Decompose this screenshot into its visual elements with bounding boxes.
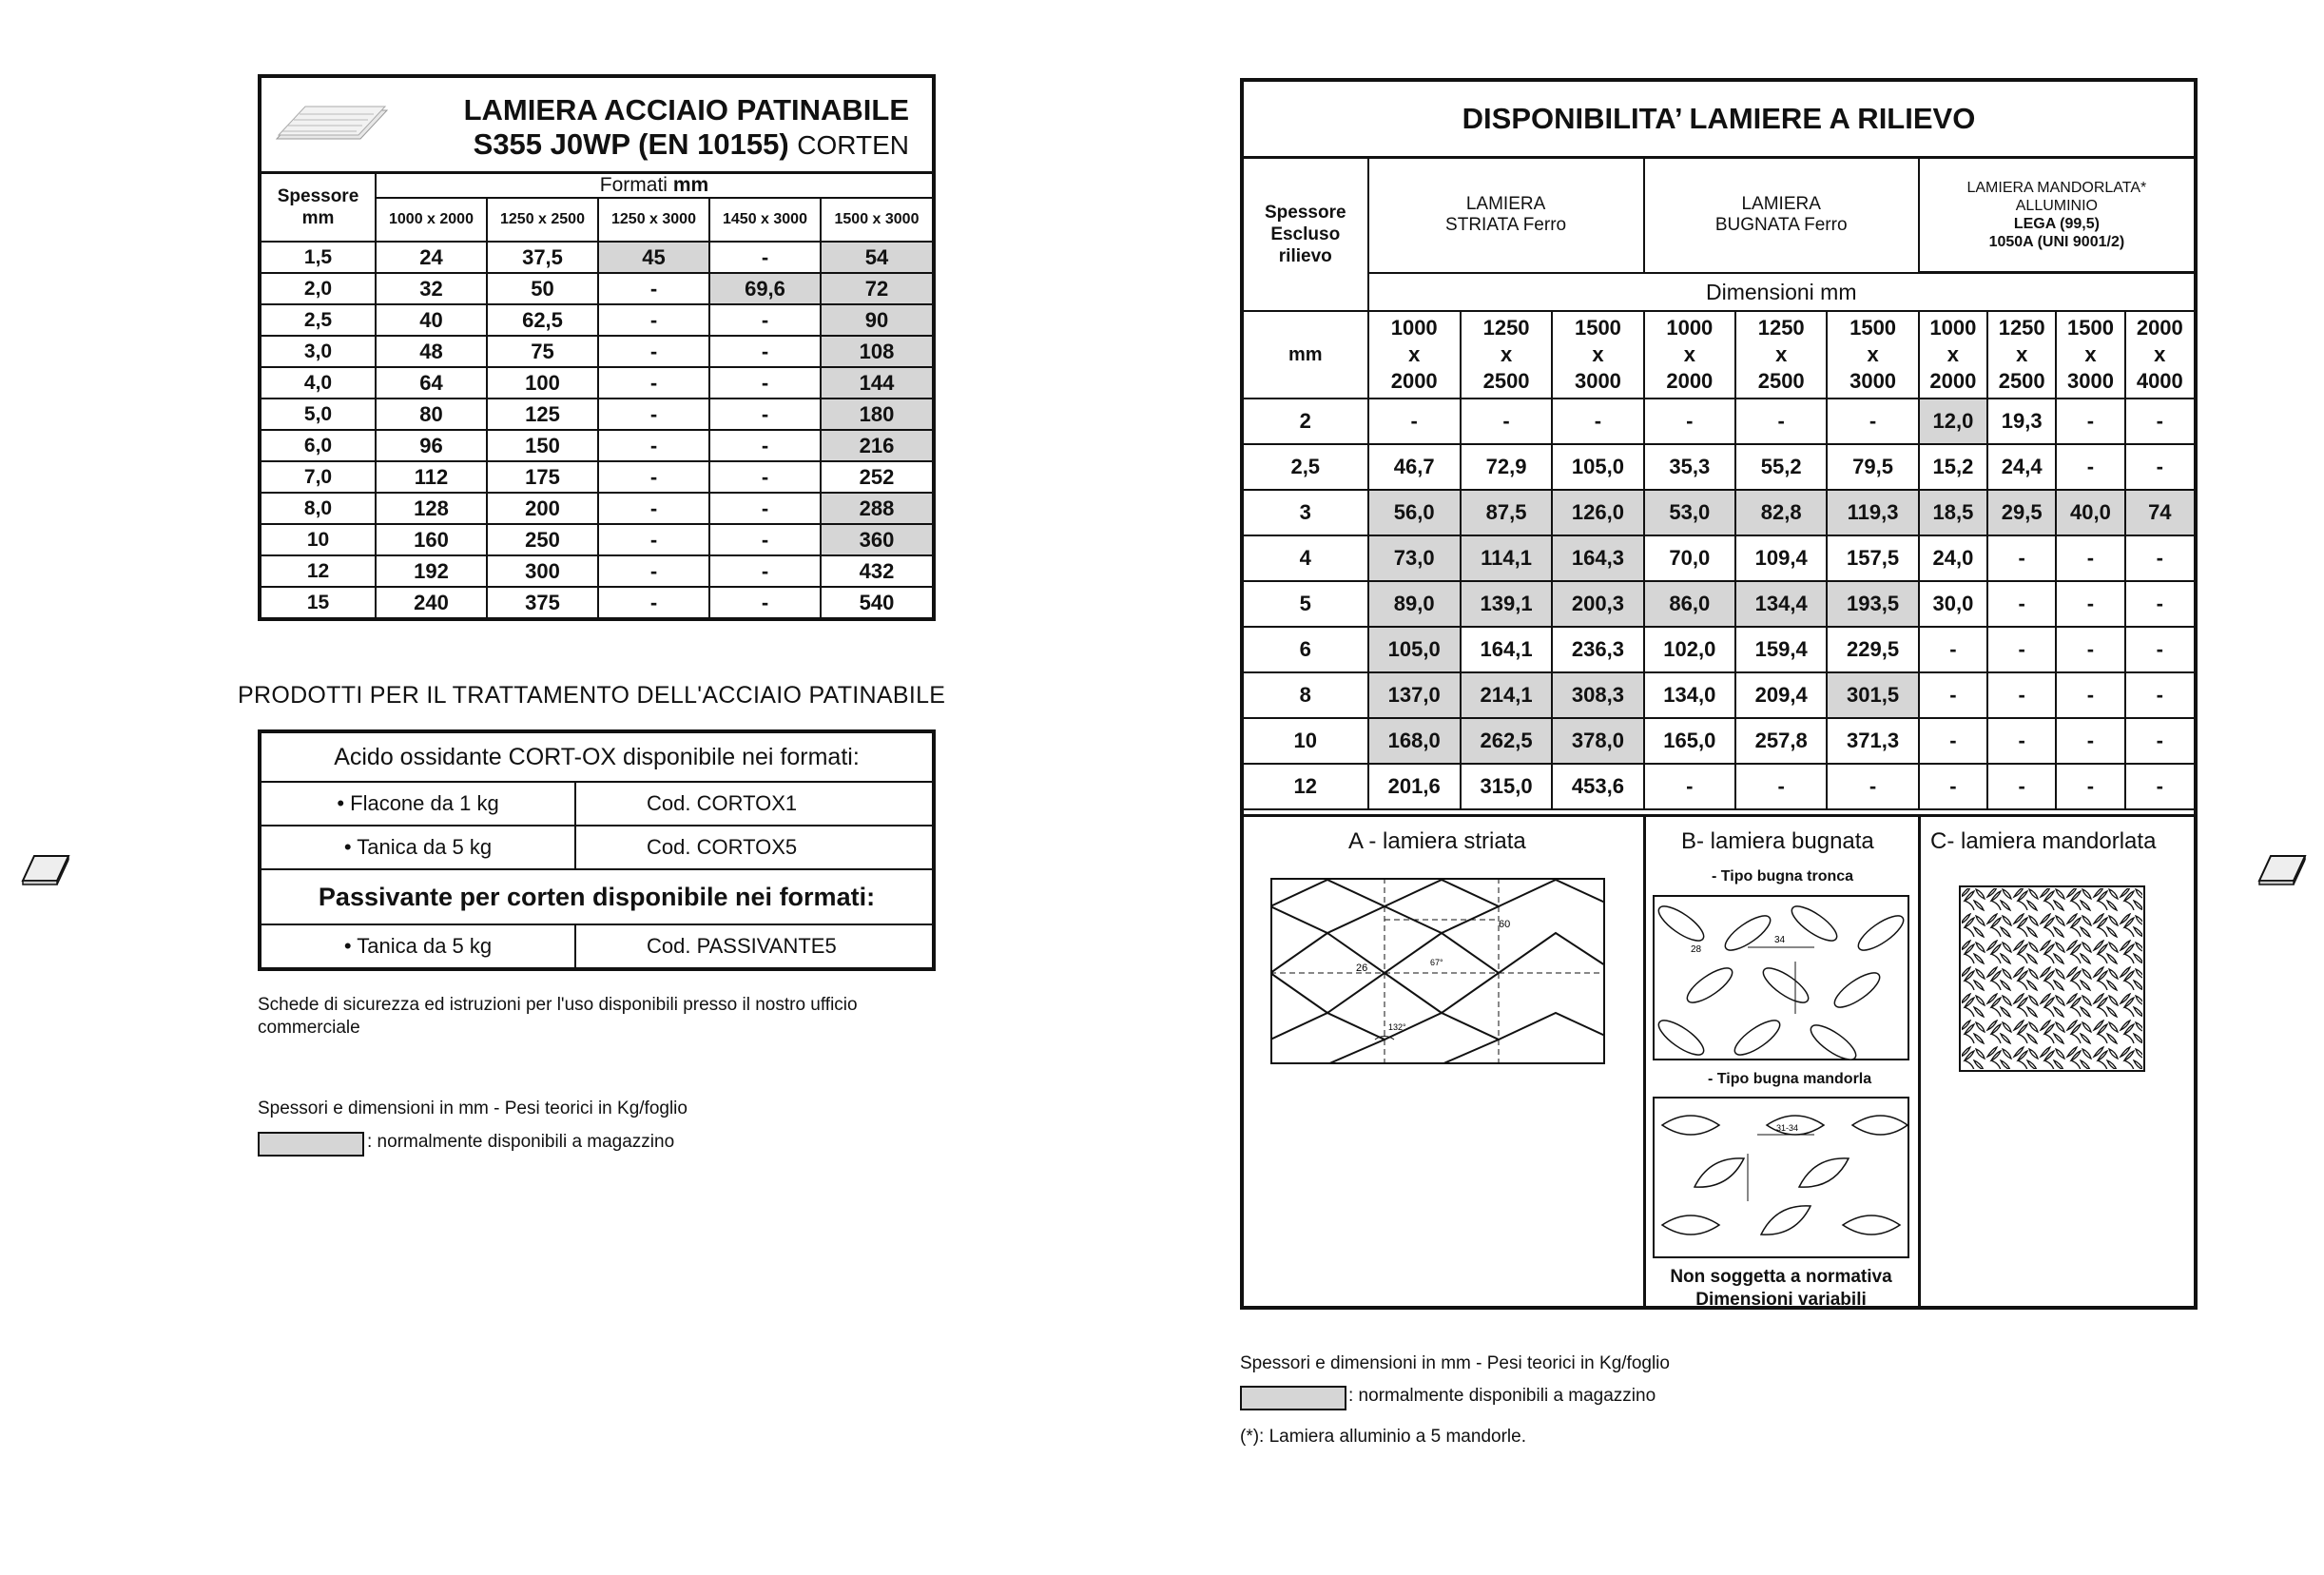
relief-thickness-cell: 5 (1244, 581, 1368, 627)
size-header-8: 1250 x 2500 (1987, 311, 2056, 399)
corten-weight-cell: 90 (821, 304, 932, 336)
size-header-6: 1500 x 3000 (1827, 311, 1918, 399)
relief-weight-cell: 229,5 (1827, 627, 1918, 672)
relief-thickness-cell: 6 (1244, 627, 1368, 672)
formats-header: Formati mm (376, 174, 932, 198)
pattern-divider-2 (1918, 817, 1921, 1309)
corten-weight-cell: - (709, 336, 821, 367)
products-table-block (258, 729, 936, 971)
relief-weight-cell: 236,3 (1552, 627, 1643, 672)
corten-weight-cell: 540 (821, 587, 932, 617)
corten-row (261, 304, 932, 336)
corten-weight-cell: - (709, 493, 821, 524)
relief-weight-cell: 453,6 (1552, 764, 1643, 809)
stock-legend-swatch-right (1240, 1386, 1346, 1410)
corten-row (261, 524, 932, 555)
size-header-1: 1000 x 2000 (1368, 311, 1461, 399)
relief-row (1244, 535, 2194, 581)
relief-row (1244, 718, 2194, 764)
group-mandorlata-header: LAMIERA MANDORLATA* ALLUMINIO LEGA (99,5) 1050A (UNI 9001/2) (1919, 159, 2194, 273)
relief-weight-cell: - (2125, 718, 2194, 764)
corten-weight-cell: 252 (821, 461, 932, 493)
corten-weight-cell: - (709, 587, 821, 617)
relief-weight-cell: - (1987, 535, 2056, 581)
corten-row (261, 273, 932, 304)
relief-row (1244, 490, 2194, 535)
corten-row (261, 430, 932, 461)
relief-weight-cell: 24,4 (1987, 444, 2056, 490)
relief-thickness-cell: 12 (1244, 764, 1368, 809)
relief-weight-cell: - (2125, 627, 2194, 672)
size-header-3: 1500 x 3000 (1552, 311, 1643, 399)
corten-weights-table (261, 174, 932, 617)
relief-row (1244, 399, 2194, 444)
passivant-heading: Passivante per corten disponibile nei formati: (261, 869, 932, 924)
corten-weight-cell: - (709, 461, 821, 493)
corten-weight-cell: 24 (376, 242, 487, 273)
relief-thickness-cell: 2,5 (1244, 444, 1368, 490)
relief-thickness-cell: 4 (1244, 535, 1368, 581)
relief-weight-cell: 24,0 (1919, 535, 1987, 581)
relief-weight-cell: 137,0 (1368, 672, 1461, 718)
relief-weight-cell: 315,0 (1461, 764, 1552, 809)
pattern-b-sub-tronca: - Tipo bugna tronca (1712, 868, 1854, 885)
corten-thickness-cell: 2,0 (261, 273, 376, 304)
corten-thickness-cell: 5,0 (261, 399, 376, 430)
relief-weight-cell: 46,7 (1368, 444, 1461, 490)
relief-weight-cell: 70,0 (1644, 535, 1735, 581)
relief-weight-cell: 201,6 (1368, 764, 1461, 809)
relief-weight-cell: - (2125, 672, 2194, 718)
relief-weight-cell: 301,5 (1827, 672, 1918, 718)
relief-thickness-cell: 10 (1244, 718, 1368, 764)
relief-weight-cell: 157,5 (1827, 535, 1918, 581)
relief-weight-cell: 72,9 (1461, 444, 1552, 490)
corten-weight-cell: - (598, 304, 709, 336)
relief-weight-cell: 119,3 (1827, 490, 1918, 535)
corten-weight-cell: 200 (487, 493, 598, 524)
relief-weight-cell: 30,0 (1919, 581, 1987, 627)
passivant-code-1: Cod. PASSIVANTE5 (575, 924, 932, 967)
corten-row (261, 399, 932, 430)
pattern-c-title: C- lamiera mandorlata (1930, 828, 2157, 854)
relief-weight-cell: 164,1 (1461, 627, 1552, 672)
relief-weight-cell: - (2125, 444, 2194, 490)
corten-weight-cell: - (598, 336, 709, 367)
corten-weight-cell: 108 (821, 336, 932, 367)
corten-weight-cell: 250 (487, 524, 598, 555)
group-striata-header: LAMIERA STRIATA Ferro (1368, 159, 1644, 273)
corten-weight-cell: 69,6 (709, 273, 821, 304)
relief-weight-cell: 35,3 (1644, 444, 1735, 490)
relief-weight-cell: - (2056, 627, 2124, 672)
svg-text:132°: 132° (1388, 1022, 1406, 1032)
corten-weight-cell: - (598, 461, 709, 493)
corten-weight-cell: 54 (821, 242, 932, 273)
corten-weight-cell: 125 (487, 399, 598, 430)
corten-weight-cell: - (598, 399, 709, 430)
relief-weight-cell: - (2056, 399, 2124, 444)
relief-weight-cell: 74 (2125, 490, 2194, 535)
corten-weight-cell: - (598, 524, 709, 555)
relief-weight-cell: 18,5 (1919, 490, 1987, 535)
size-header-2: 1250 x 2500 (1461, 311, 1552, 399)
passivant-format-1: • Tanica da 5 kg (261, 924, 575, 967)
corten-thickness-cell: 12 (261, 555, 376, 587)
relief-row (1244, 672, 2194, 718)
size-header-10: 2000 x 4000 (2125, 311, 2194, 399)
relief-weight-cell: - (1987, 672, 2056, 718)
corten-weight-cell: 40 (376, 304, 487, 336)
relief-weight-cell: 371,3 (1827, 718, 1918, 764)
stock-legend-swatch-left (258, 1132, 364, 1157)
corten-weight-cell: - (598, 430, 709, 461)
relief-weight-cell: 89,0 (1368, 581, 1461, 627)
relief-weight-cell: - (2125, 535, 2194, 581)
aluminium-footnote: (*): Lamiera alluminio a 5 mandorle. (1240, 1427, 1526, 1447)
corten-thickness-cell: 3,0 (261, 336, 376, 367)
corten-weight-cell: - (598, 555, 709, 587)
relief-weight-cell: 15,2 (1919, 444, 1987, 490)
corten-weight-cell: 192 (376, 555, 487, 587)
corten-row (261, 493, 932, 524)
acid-heading: Acido ossidante CORT-OX disponibile nei formati: (261, 733, 932, 782)
relief-weights-table (1244, 159, 2194, 810)
corten-weight-cell: - (709, 555, 821, 587)
corten-weight-cell: 180 (821, 399, 932, 430)
corten-weight-cell: 175 (487, 461, 598, 493)
corten-weight-cell: 62,5 (487, 304, 598, 336)
dimensions-header: Dimensioni mm (1368, 273, 2194, 312)
corten-thickness-cell: 15 (261, 587, 376, 617)
corten-weight-cell: 128 (376, 493, 487, 524)
corten-weight-cell: 32 (376, 273, 487, 304)
corten-weight-cell: 48 (376, 336, 487, 367)
relief-weight-cell: 164,3 (1552, 535, 1643, 581)
products-section-title: PRODOTTI PER IL TRATTAMENTO DELL'ACCIAIO PATINABILE (238, 682, 946, 709)
corten-thickness-cell: 10 (261, 524, 376, 555)
relief-weight-cell: 87,5 (1461, 490, 1552, 535)
relief-weight-cell: - (2125, 764, 2194, 809)
corten-thickness-cell: 8,0 (261, 493, 376, 524)
corten-weight-cell: - (598, 367, 709, 399)
stock-legend-text-left: : normalmente disponibili a magazzino (367, 1132, 675, 1152)
relief-weight-cell: 105,0 (1368, 627, 1461, 672)
relief-weight-cell: - (1987, 764, 2056, 809)
sheet-stack-icon-right (2257, 848, 2307, 888)
relief-weight-cell: - (2056, 444, 2124, 490)
pattern-b-sub-mandorla: - Tipo bugna mandorla (1708, 1071, 1872, 1087)
size-header-7: 1000 x 2000 (1919, 311, 1987, 399)
relief-weight-cell: - (1827, 399, 1918, 444)
relief-unit-label: mm (1244, 311, 1368, 399)
corten-header (261, 78, 932, 174)
svg-text:60: 60 (1499, 919, 1511, 930)
svg-text:67°: 67° (1430, 958, 1443, 967)
corten-weight-cell: 288 (821, 493, 932, 524)
relief-weight-cell: 53,0 (1644, 490, 1735, 535)
relief-weight-cell: 102,0 (1644, 627, 1735, 672)
acid-format-2: • Tanica da 5 kg (261, 826, 575, 869)
corten-table-block (258, 74, 936, 621)
relief-weight-cell: 109,4 (1735, 535, 1827, 581)
relief-weight-cell: 56,0 (1368, 490, 1461, 535)
relief-thickness-cell: 3 (1244, 490, 1368, 535)
relief-weight-cell: 214,1 (1461, 672, 1552, 718)
corten-row (261, 367, 932, 399)
corten-weight-cell: 112 (376, 461, 487, 493)
relief-weight-cell: - (1644, 764, 1735, 809)
relief-weight-cell: - (1987, 581, 2056, 627)
striata-pattern-diagram (1270, 878, 1605, 1064)
relief-weight-cell: 193,5 (1827, 581, 1918, 627)
corten-thickness-cell: 4,0 (261, 367, 376, 399)
relief-weight-cell: - (2056, 535, 2124, 581)
relief-weight-cell: 12,0 (1919, 399, 1987, 444)
relief-weight-cell: - (2056, 764, 2124, 809)
products-table (261, 733, 932, 967)
thickness-header: Spessore mm (261, 174, 376, 242)
relief-patterns (1244, 814, 2194, 1309)
relief-weight-cell: - (1735, 764, 1827, 809)
relief-weight-cell: 79,5 (1827, 444, 1918, 490)
relief-sheets-block (1240, 78, 2198, 1310)
relief-row (1244, 627, 2194, 672)
relief-thickness-cell: 8 (1244, 672, 1368, 718)
relief-weight-cell: - (1987, 627, 2056, 672)
svg-text:26: 26 (1356, 962, 1368, 974)
size-header-4: 1000 x 2000 (1644, 311, 1735, 399)
pattern-divider-1 (1643, 817, 1646, 1309)
corten-weight-cell: 300 (487, 555, 598, 587)
relief-weight-cell: - (1735, 399, 1827, 444)
corten-weight-cell: 240 (376, 587, 487, 617)
corten-suffix: CORTEN (797, 130, 909, 160)
format-header-5: 1500 x 3000 (821, 198, 932, 242)
relief-weight-cell: - (2056, 672, 2124, 718)
relief-weight-cell: - (1368, 399, 1461, 444)
corten-thickness-cell: 7,0 (261, 461, 376, 493)
relief-weight-cell: - (1919, 627, 1987, 672)
corten-weight-cell: - (709, 524, 821, 555)
relief-row (1244, 444, 2194, 490)
corten-weight-cell: 144 (821, 367, 932, 399)
relief-weight-cell: - (2056, 581, 2124, 627)
relief-title: DISPONIBILITA’ LAMIERE A RILIEVO (1244, 82, 2194, 159)
relief-weight-cell: 114,1 (1461, 535, 1552, 581)
relief-weight-cell: 209,4 (1735, 672, 1827, 718)
corten-weight-cell: 64 (376, 367, 487, 399)
corten-row (261, 587, 932, 617)
relief-weight-cell: 200,3 (1552, 581, 1643, 627)
bugna-tronca-diagram (1653, 895, 1909, 1060)
relief-weight-cell: 105,0 (1552, 444, 1643, 490)
corten-weight-cell: 75 (487, 336, 598, 367)
corten-grade: S355 J0WP (EN 10155) (473, 127, 789, 161)
svg-text:34: 34 (1774, 935, 1786, 945)
relief-weight-cell: 262,5 (1461, 718, 1552, 764)
corten-weight-cell: 45 (598, 242, 709, 273)
relief-weight-cell: - (1461, 399, 1552, 444)
corten-weight-cell: - (709, 430, 821, 461)
relief-thickness-cell: 2 (1244, 399, 1368, 444)
format-header-1: 1000 x 2000 (376, 198, 487, 242)
corten-weight-cell: - (709, 399, 821, 430)
svg-text:28: 28 (1691, 944, 1702, 955)
bugna-mandorla-diagram (1653, 1097, 1909, 1258)
relief-weight-cell: 159,4 (1735, 627, 1827, 672)
corten-thickness-cell: 1,5 (261, 242, 376, 273)
corten-thickness-cell: 2,5 (261, 304, 376, 336)
relief-weight-cell: 86,0 (1644, 581, 1735, 627)
relief-weight-cell: 29,5 (1987, 490, 2056, 535)
relief-weight-cell: - (1827, 764, 1918, 809)
pattern-a-title: A - lamiera striata (1348, 828, 1526, 854)
safety-note: Schede di sicurezza ed istruzioni per l'uso disponibili presso il nostro ufficio commerciale (258, 995, 858, 1038)
relief-weight-cell: 134,0 (1644, 672, 1735, 718)
corten-weight-cell: 360 (821, 524, 932, 555)
corten-weight-cell: - (709, 242, 821, 273)
steel-sheet-icon (275, 103, 389, 145)
acid-format-1: • Flacone da 1 kg (261, 782, 575, 826)
size-header-5: 1250 x 2500 (1735, 311, 1827, 399)
corten-weight-cell: - (598, 493, 709, 524)
corten-weight-cell: 37,5 (487, 242, 598, 273)
format-header-2: 1250 x 2500 (487, 198, 598, 242)
relief-weight-cell: - (2125, 399, 2194, 444)
corten-weight-cell: 100 (487, 367, 598, 399)
corten-weight-cell: 432 (821, 555, 932, 587)
corten-row (261, 461, 932, 493)
units-note-left: Spessori e dimensioni in mm - Pesi teorici in Kg/foglio (258, 1099, 688, 1118)
size-header-9: 1500 x 3000 (2056, 311, 2124, 399)
corten-weight-cell: - (598, 273, 709, 304)
corten-weight-cell: - (598, 587, 709, 617)
format-header-3: 1250 x 3000 (598, 198, 709, 242)
relief-weight-cell: - (1987, 718, 2056, 764)
corten-row (261, 242, 932, 273)
corten-title: LAMIERA ACCIAIO PATINABILE (463, 93, 909, 126)
corten-weight-cell: 216 (821, 430, 932, 461)
corten-weight-cell: 72 (821, 273, 932, 304)
acid-code-1: Cod. CORTOX1 (575, 782, 932, 826)
relief-weight-cell: - (1919, 672, 1987, 718)
relief-row (1244, 581, 2194, 627)
relief-weight-cell: - (2056, 718, 2124, 764)
corten-subtitle (474, 127, 909, 162)
corten-weight-cell: 150 (487, 430, 598, 461)
acid-code-2: Cod. CORTOX5 (575, 826, 932, 869)
sheet-stack-icon-left (21, 848, 70, 888)
stock-legend-text-right: : normalmente disponibili a magazzino (1348, 1386, 1656, 1406)
relief-weight-cell: 165,0 (1644, 718, 1735, 764)
group-bugnata-header: LAMIERA BUGNATA Ferro (1644, 159, 1919, 273)
relief-weight-cell: 19,3 (1987, 399, 2056, 444)
corten-weight-cell: 50 (487, 273, 598, 304)
corten-weight-cell: 80 (376, 399, 487, 430)
relief-weight-cell: 139,1 (1461, 581, 1552, 627)
pattern-b-title: B- lamiera bugnata (1681, 828, 1874, 854)
relief-weight-cell: - (1919, 764, 1987, 809)
relief-weight-cell: - (1552, 399, 1643, 444)
relief-weight-cell: - (2125, 581, 2194, 627)
corten-weight-cell: 96 (376, 430, 487, 461)
relief-thickness-header: Spessore Escluso rilievo (1244, 159, 1368, 311)
relief-weight-cell: 168,0 (1368, 718, 1461, 764)
relief-weight-cell: 82,8 (1735, 490, 1827, 535)
svg-text:31-34: 31-34 (1776, 1123, 1799, 1133)
format-header-4: 1450 x 3000 (709, 198, 821, 242)
corten-weight-cell: - (709, 304, 821, 336)
units-note-right: Spessori e dimensioni in mm - Pesi teorici in Kg/foglio (1240, 1353, 1670, 1373)
corten-weight-cell: 160 (376, 524, 487, 555)
relief-weight-cell: 40,0 (2056, 490, 2124, 535)
relief-weight-cell: 55,2 (1735, 444, 1827, 490)
corten-weight-cell: 375 (487, 587, 598, 617)
relief-weight-cell: 126,0 (1552, 490, 1643, 535)
mandorlata-pattern-diagram (1959, 885, 2145, 1072)
relief-weight-cell: 257,8 (1735, 718, 1827, 764)
pattern-b-note: Non soggetta a normativa Dimensioni variabili (1670, 1267, 1892, 1310)
corten-thickness-cell: 6,0 (261, 430, 376, 461)
relief-weight-cell: 73,0 (1368, 535, 1461, 581)
corten-row (261, 336, 932, 367)
relief-weight-cell: - (1919, 718, 1987, 764)
relief-weight-cell: 134,4 (1735, 581, 1827, 627)
corten-row (261, 555, 932, 587)
relief-weight-cell: - (1644, 399, 1735, 444)
relief-weight-cell: 378,0 (1552, 718, 1643, 764)
relief-row (1244, 764, 2194, 809)
corten-weight-cell: - (709, 367, 821, 399)
relief-weight-cell: 308,3 (1552, 672, 1643, 718)
